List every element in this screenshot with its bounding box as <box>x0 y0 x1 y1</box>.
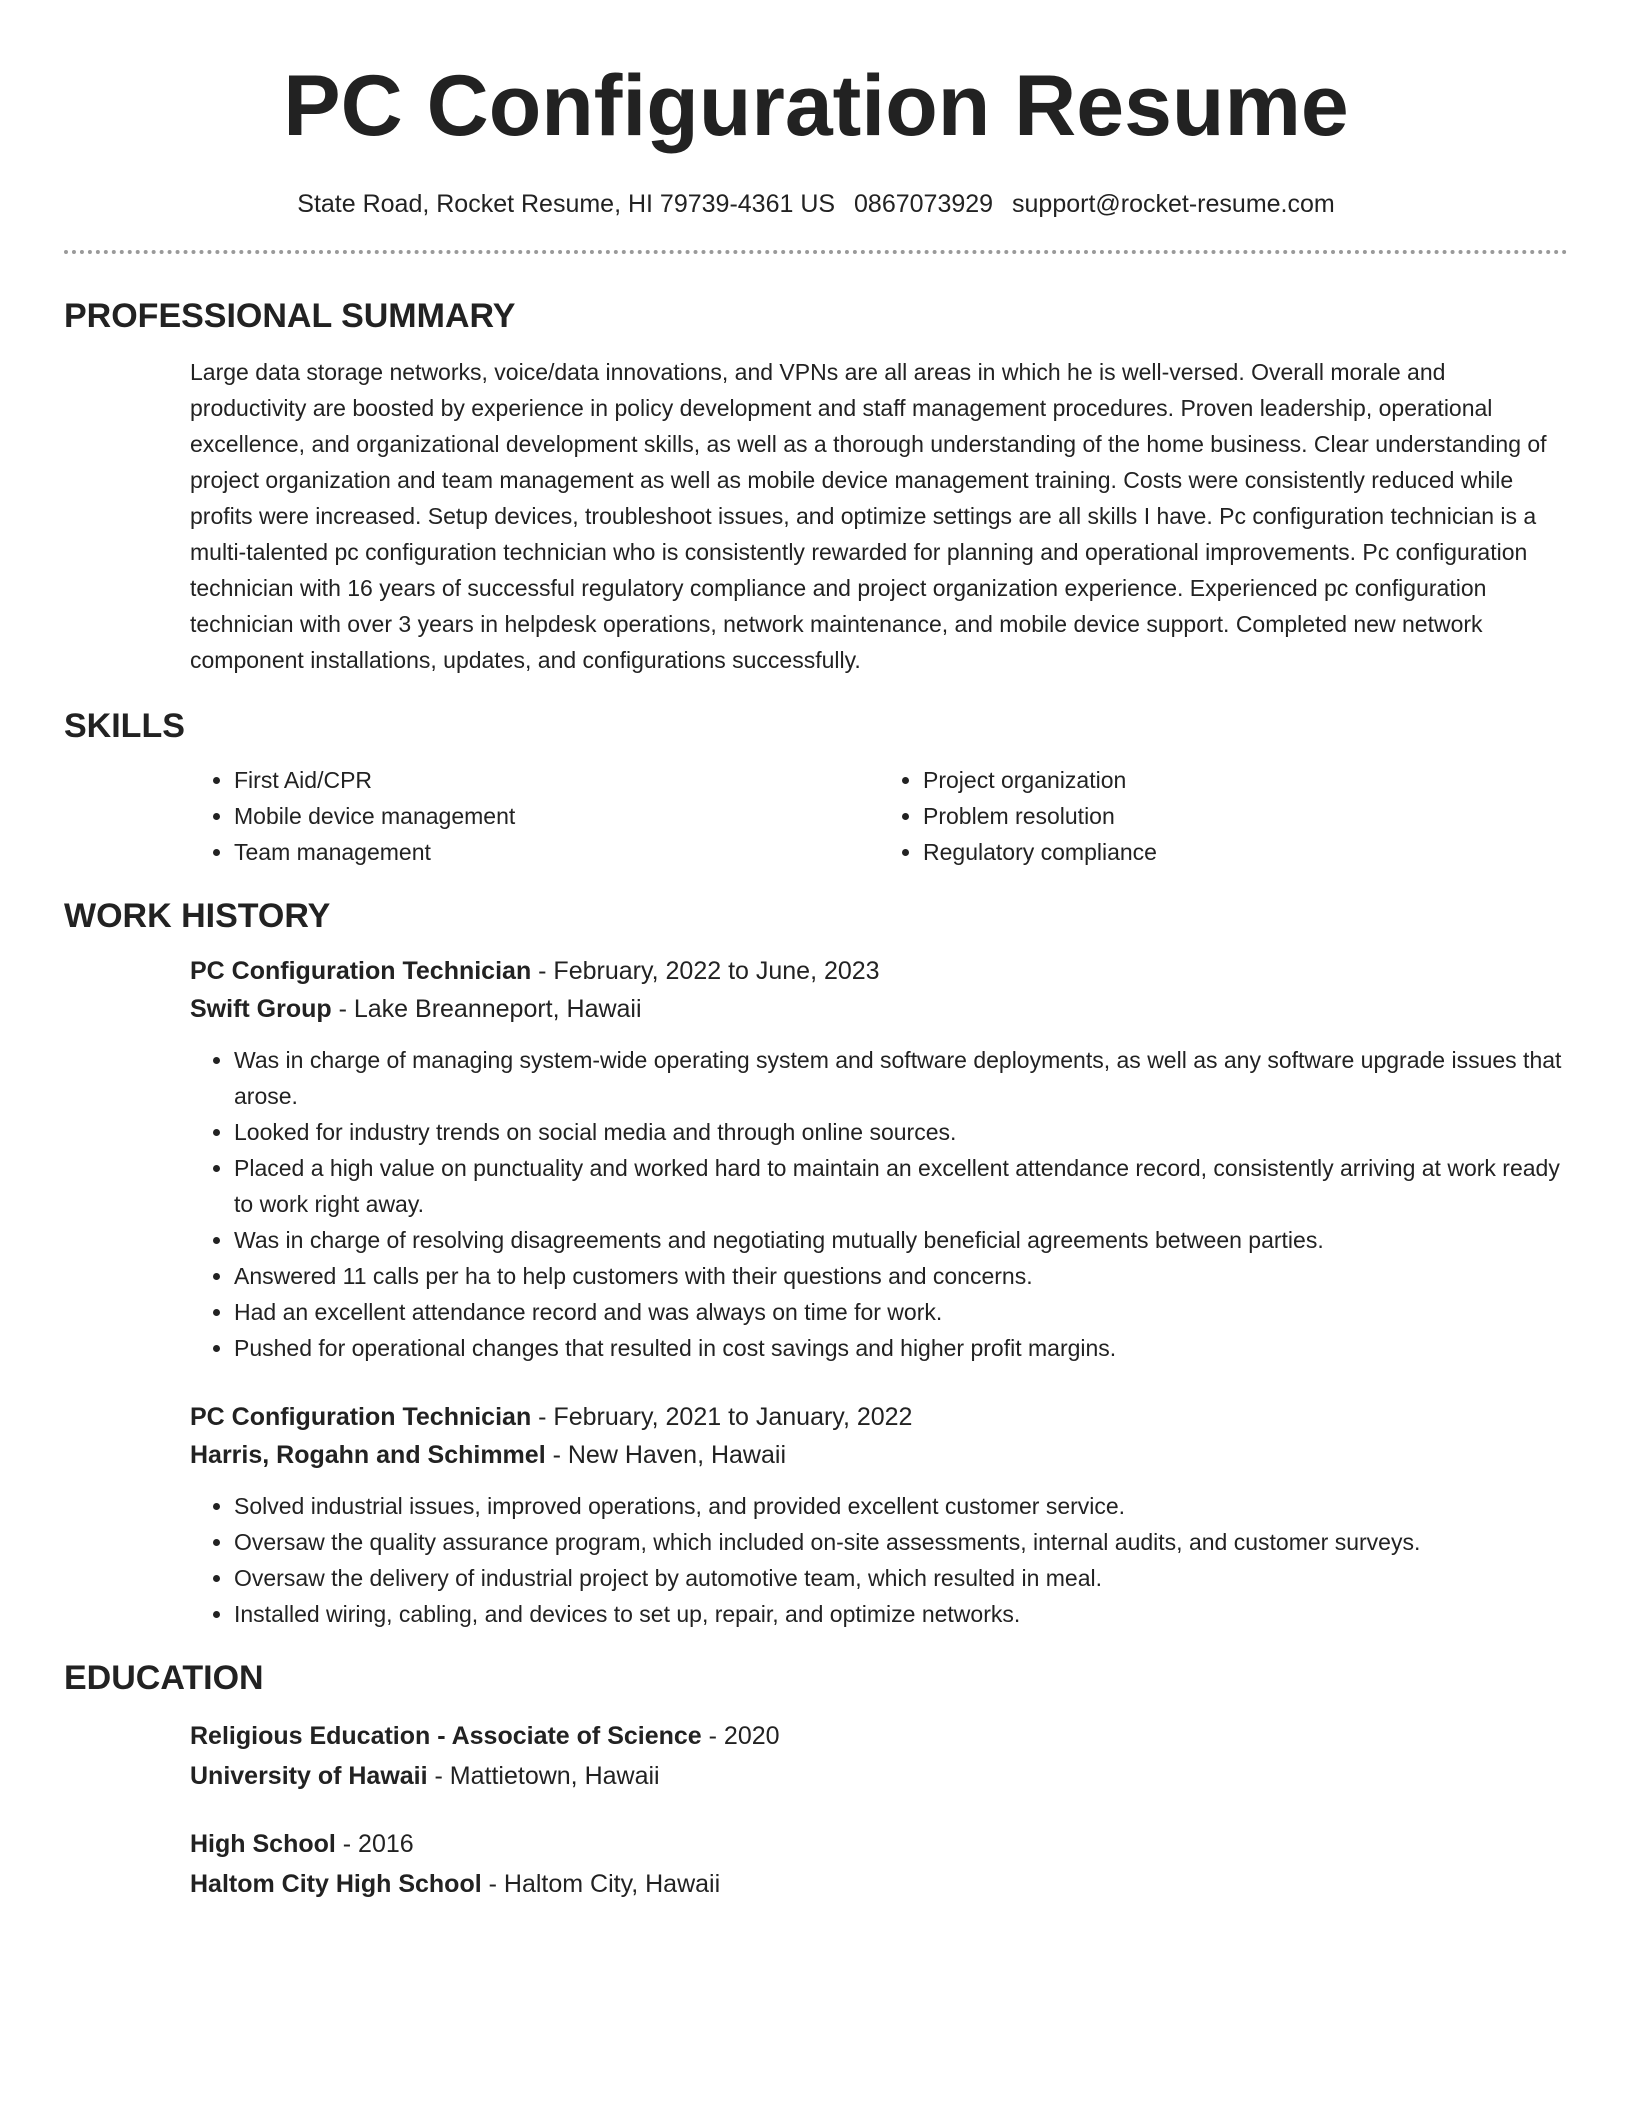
job-title-line <box>190 1398 1568 1436</box>
skills-column-left <box>190 762 879 870</box>
education-section <box>64 1716 1568 1904</box>
job-title-line <box>190 952 1568 990</box>
job-bullet: • Solved industrial issues, improved operations, and provided excellent customer service. <box>234 1488 1568 1524</box>
job-bullet: • Was in charge of managing system-wide operating system and software deployments, as well as any software upgrade issues that arose. <box>234 1042 1568 1114</box>
job-bullet: • Was in charge of resolving disagreements and negotiating mutually beneficial agreements between parties. <box>234 1222 1568 1258</box>
contact-address: State Road, Rocket Resume, HI 79739-4361 US <box>297 190 836 218</box>
education-location: - Mattietown, Hawaii <box>427 1762 660 1790</box>
job-location: - New Haven, Hawaii <box>545 1441 786 1469</box>
skills-heading: SKILLS <box>64 707 185 745</box>
job-location: - Lake Breanneport, Hawaii <box>331 995 642 1023</box>
job-bullet: • Installed wiring, cabling, and devices to set up, repair, and optimize networks. <box>234 1596 1568 1632</box>
education-entry <box>190 1716 1568 1796</box>
skills-section <box>64 762 1568 870</box>
job-bullets <box>190 1488 1568 1632</box>
education-location: - Haltom City, Hawaii <box>481 1870 721 1898</box>
skill-item: • First Aid/CPR <box>234 762 879 798</box>
job-company-line <box>190 990 1568 1028</box>
job-company: Harris, Rogahn and Schimmel <box>190 1441 546 1469</box>
contact-phone: 0867073929 <box>854 190 994 218</box>
education-school: Haltom City High School <box>190 1870 482 1898</box>
skills-columns <box>190 762 1568 870</box>
job-title: PC Configuration Technician <box>190 1403 532 1431</box>
education-entry <box>190 1824 1568 1904</box>
education-degree-line <box>190 1824 1568 1864</box>
work-heading: WORK HISTORY <box>64 897 331 935</box>
job-bullet: • Pushed for operational changes that resulted in cost savings and higher profit margins. <box>234 1330 1568 1366</box>
job-bullet: • Oversaw the delivery of industrial project by automotive team, which resulted in meal. <box>234 1560 1568 1596</box>
skill-item: • Problem resolution <box>923 798 1568 834</box>
job-bullet: • Placed a high value on punctuality and worked hard to maintain an excellent attendance record, consistently arriving at work ready to work right away. <box>234 1150 1568 1222</box>
education-year: - 2016 <box>335 1830 414 1858</box>
job-company-line <box>190 1436 1568 1474</box>
job-bullet: • Looked for industry trends on social media and through online sources. <box>234 1114 1568 1150</box>
education-heading: EDUCATION <box>64 1659 264 1697</box>
contact-email: support@rocket-resume.com <box>1012 190 1335 218</box>
job-bullet: • Answered 11 calls per ha to help customers with their questions and concerns. <box>234 1258 1568 1294</box>
skills-column-right <box>879 762 1568 870</box>
summary-heading: PROFESSIONAL SUMMARY <box>64 297 516 335</box>
contact-line <box>64 188 1568 220</box>
summary-text: Large data storage networks, voice/data innovations, and VPNs are all areas in which he is well-versed. Overall morale and productivity are boosted by experience in policy development and staff management procedures. Proven leadership, operational excellence, and organizational development skills, as well as a thorough understanding of the home business. Clear understanding of project organization and team management as well as mobile device management training. Costs were consistently reduced while profits were increased. Setup devices, troubleshoot issues, and optimize settings are all skills I have. Pc configuration technician is a multi-talented pc configuration technician who is consistently rewarded for planning and operational improvements. Pc configuration technician with 16 years of successful regulatory compliance and project organization experience. Experienced pc configuration technician with over 3 years in helpdesk operations, network maintenance, and mobile device support. Completed new network component installations, updates, and configurations successfully. <box>190 359 1547 673</box>
job-bullet: • Oversaw the quality assurance program, which included on-site assessments, internal audits, and customer surveys. <box>234 1524 1568 1560</box>
resume-title: PC Configuration Resume <box>283 58 1349 154</box>
education-degree-line <box>190 1716 1568 1756</box>
skill-item: • Project organization <box>923 762 1568 798</box>
skill-item: • Mobile device management <box>234 798 879 834</box>
education-school-line <box>190 1756 1568 1796</box>
education-degree: High School <box>190 1830 336 1858</box>
job-bullet: • Had an excellent attendance record and was always on time for work. <box>234 1294 1568 1330</box>
header-divider <box>64 250 1568 254</box>
education-year: - 2020 <box>701 1722 780 1750</box>
skill-item: • Regulatory compliance <box>923 834 1568 870</box>
education-school: University of Hawaii <box>190 1762 428 1790</box>
education-school-line <box>190 1864 1568 1904</box>
job-entry <box>190 952 1568 1366</box>
work-section <box>64 952 1568 1632</box>
job-dates: - February, 2022 to June, 2023 <box>531 957 880 985</box>
skill-item: • Team management <box>234 834 879 870</box>
job-bullets <box>190 1042 1568 1366</box>
job-title: PC Configuration Technician <box>190 957 532 985</box>
education-degree: Religious Education - Associate of Science <box>190 1722 702 1750</box>
job-dates: - February, 2021 to January, 2022 <box>531 1403 913 1431</box>
summary-section <box>64 354 1568 678</box>
job-company: Swift Group <box>190 995 332 1023</box>
job-entry <box>190 1398 1568 1632</box>
